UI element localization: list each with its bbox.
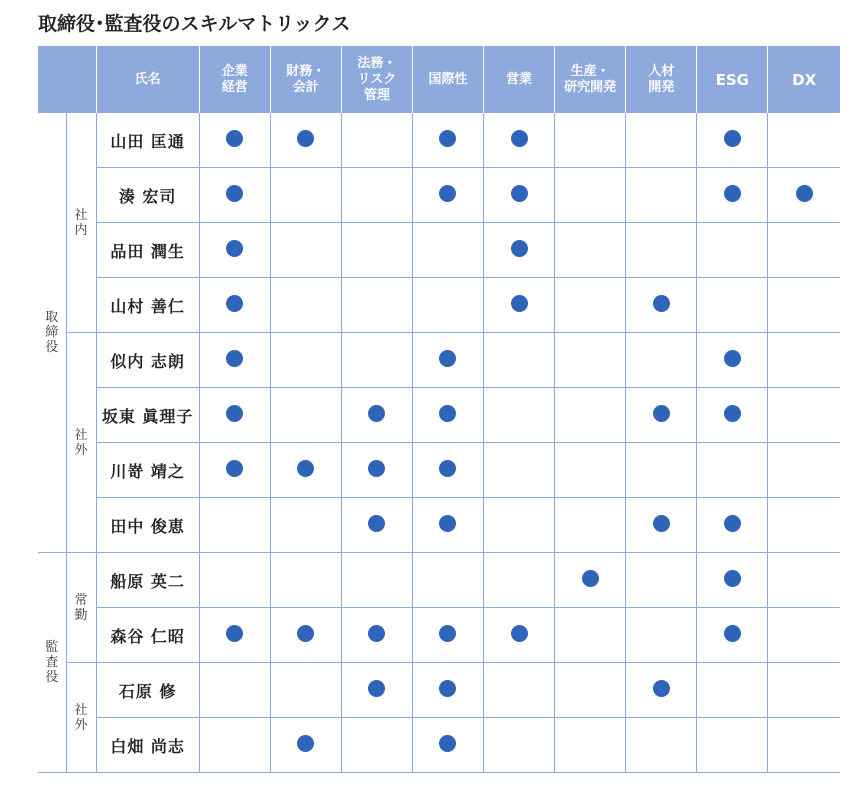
skill-cell (555, 663, 626, 718)
skill-cell (270, 663, 341, 718)
header-row (38, 46, 840, 113)
skill-cell (697, 278, 768, 333)
skill-dot-icon (368, 625, 385, 642)
skill-cell (697, 333, 768, 388)
skill-cell (199, 278, 270, 333)
header-skill: 営業 (484, 46, 555, 113)
skill-cell (341, 663, 412, 718)
skill-dot-icon (297, 130, 314, 147)
skill-dot-icon (439, 460, 456, 477)
skill-cell (412, 553, 483, 608)
header-name: 氏名 (96, 46, 199, 113)
skill-cell (412, 278, 483, 333)
skill-dot-icon (226, 460, 243, 477)
skill-cell (555, 278, 626, 333)
skill-cell (412, 168, 483, 223)
page-title: 取締役･監査役のスキルマトリックス (38, 13, 351, 35)
member-name: 田中 俊恵 (96, 498, 199, 553)
skill-dot-icon (511, 130, 528, 147)
header-skill: 国際性 (412, 46, 483, 113)
skill-cell (199, 553, 270, 608)
skill-cell (341, 113, 412, 168)
header-skill: 財務・ 会計 (270, 46, 341, 113)
skill-cell (555, 113, 626, 168)
skill-cell (412, 608, 483, 663)
skill-cell (626, 388, 697, 443)
skill-cell (199, 663, 270, 718)
skill-cell (412, 333, 483, 388)
group-label (38, 113, 66, 553)
subgroup-label-text: 社内 (74, 207, 88, 238)
skill-cell (768, 278, 840, 333)
subgroup-label (66, 333, 96, 553)
skill-cell (555, 553, 626, 608)
table-row (38, 168, 840, 223)
skill-cell (484, 278, 555, 333)
skill-cell (768, 663, 840, 718)
skill-cell (199, 223, 270, 278)
skill-cell (555, 223, 626, 278)
skill-cell (484, 663, 555, 718)
skill-dot-icon (724, 350, 741, 367)
skill-cell (768, 718, 840, 773)
skill-cell (484, 223, 555, 278)
skill-cell (270, 608, 341, 663)
table-row (38, 443, 840, 498)
member-name: 森谷 仁昭 (96, 608, 199, 663)
header-skill: 人材 開発 (626, 46, 697, 113)
table-row (38, 113, 840, 168)
skill-dot-icon (724, 405, 741, 422)
matrix-body (38, 113, 840, 773)
skill-dot-icon (226, 130, 243, 147)
skill-cell (768, 608, 840, 663)
skill-cell (768, 168, 840, 223)
skill-cell (555, 443, 626, 498)
table-row (38, 498, 840, 553)
skill-dot-icon (511, 295, 528, 312)
skill-cell (199, 718, 270, 773)
skill-dot-icon (226, 240, 243, 257)
skill-dot-icon (724, 625, 741, 642)
skill-matrix-table (38, 46, 840, 773)
skill-dot-icon (653, 405, 670, 422)
subgroup-label (66, 113, 96, 333)
skill-cell (341, 498, 412, 553)
skill-dot-icon (297, 460, 314, 477)
skill-dot-icon (439, 735, 456, 752)
skill-cell (768, 443, 840, 498)
skill-cell (341, 278, 412, 333)
skill-cell (484, 388, 555, 443)
skill-dot-icon (439, 350, 456, 367)
skill-dot-icon (653, 515, 670, 532)
skill-cell (697, 663, 768, 718)
skill-dot-icon (511, 240, 528, 257)
skill-cell (270, 388, 341, 443)
skill-cell (341, 608, 412, 663)
member-name: 山村 善仁 (96, 278, 199, 333)
subgroup-label-text: 常勤 (74, 592, 88, 623)
skill-cell (626, 113, 697, 168)
skill-cell (697, 718, 768, 773)
skill-cell (484, 113, 555, 168)
skill-cell (199, 608, 270, 663)
skill-cell (697, 113, 768, 168)
header-skill: 生産・ 研究開発 (555, 46, 626, 113)
skill-dot-icon (226, 185, 243, 202)
skill-cell (270, 223, 341, 278)
skill-cell (697, 608, 768, 663)
skill-cell (626, 663, 697, 718)
skill-dot-icon (653, 295, 670, 312)
skill-cell (626, 608, 697, 663)
member-name: 川嵜 靖之 (96, 443, 199, 498)
skill-cell (697, 223, 768, 278)
skill-cell (270, 718, 341, 773)
member-name: 坂東 眞理子 (96, 388, 199, 443)
member-name: 山田 匡通 (96, 113, 199, 168)
skill-cell (484, 443, 555, 498)
skill-cell (768, 113, 840, 168)
skill-dot-icon (796, 185, 813, 202)
header-skill: DX (768, 46, 840, 113)
skill-dot-icon (582, 570, 599, 587)
skill-cell (270, 278, 341, 333)
skill-cell (484, 553, 555, 608)
skill-cell (555, 608, 626, 663)
skill-dot-icon (297, 735, 314, 752)
skill-dot-icon (439, 680, 456, 697)
group-label-text: 取締役 (45, 310, 59, 355)
skill-cell (626, 333, 697, 388)
skill-cell (697, 168, 768, 223)
header-skill: ESG (697, 46, 768, 113)
subgroup-label-text: 社外 (74, 427, 88, 458)
skill-cell (626, 278, 697, 333)
skill-cell (270, 333, 341, 388)
skill-cell (555, 168, 626, 223)
skill-dot-icon (724, 185, 741, 202)
skill-cell (697, 498, 768, 553)
table-row (38, 223, 840, 278)
skill-cell (555, 388, 626, 443)
header-skill: 法務・ リスク 管理 (341, 46, 412, 113)
skill-cell (697, 443, 768, 498)
skill-cell (555, 718, 626, 773)
skill-cell (270, 553, 341, 608)
skill-dot-icon (226, 350, 243, 367)
skill-dot-icon (368, 460, 385, 477)
skill-cell (768, 333, 840, 388)
skill-cell (341, 443, 412, 498)
skill-cell (412, 498, 483, 553)
skill-dot-icon (511, 625, 528, 642)
skill-cell (341, 718, 412, 773)
member-name: 湊 宏司 (96, 168, 199, 223)
skill-cell (412, 223, 483, 278)
skill-cell (199, 443, 270, 498)
table-row (38, 278, 840, 333)
skill-cell (270, 498, 341, 553)
subgroup-label (66, 663, 96, 773)
skill-dot-icon (724, 570, 741, 587)
skill-cell (768, 223, 840, 278)
skill-cell (768, 498, 840, 553)
skill-dot-icon (653, 680, 670, 697)
skill-cell (199, 168, 270, 223)
table-row (38, 663, 840, 718)
skill-cell (768, 388, 840, 443)
skill-dot-icon (297, 625, 314, 642)
skill-dot-icon (226, 625, 243, 642)
member-name: 品田 潤生 (96, 223, 199, 278)
skill-cell (412, 663, 483, 718)
skill-dot-icon (724, 130, 741, 147)
skill-dot-icon (511, 185, 528, 202)
skill-dot-icon (439, 515, 456, 532)
skill-cell (626, 718, 697, 773)
table-row (38, 553, 840, 608)
skill-cell (626, 498, 697, 553)
table-row (38, 333, 840, 388)
skill-cell (341, 333, 412, 388)
skill-cell (412, 388, 483, 443)
skill-cell (484, 498, 555, 553)
subgroup-label-text: 社外 (74, 702, 88, 733)
skill-cell (697, 553, 768, 608)
subgroup-label (66, 553, 96, 663)
skill-dot-icon (439, 185, 456, 202)
skill-cell (484, 608, 555, 663)
skill-cell (555, 333, 626, 388)
skill-cell (626, 443, 697, 498)
skill-cell (484, 333, 555, 388)
group-label (38, 553, 66, 773)
table-row (38, 718, 840, 773)
header-blank (38, 46, 96, 113)
skill-cell (626, 553, 697, 608)
member-name: 似内 志朗 (96, 333, 199, 388)
table-row (38, 388, 840, 443)
member-name: 白畑 尚志 (96, 718, 199, 773)
table-row (38, 608, 840, 663)
member-name: 船原 英二 (96, 553, 199, 608)
skill-cell (199, 498, 270, 553)
group-label-text: 監査役 (45, 640, 59, 685)
skill-dot-icon (368, 680, 385, 697)
skill-cell (626, 223, 697, 278)
skill-cell (412, 443, 483, 498)
skill-dot-icon (368, 405, 385, 422)
skill-dot-icon (439, 130, 456, 147)
skill-cell (555, 498, 626, 553)
header-skill: 企業 経営 (199, 46, 270, 113)
skill-cell (270, 113, 341, 168)
skill-dot-icon (226, 405, 243, 422)
member-name: 石原 修 (96, 663, 199, 718)
skill-cell (270, 168, 341, 223)
skill-cell (270, 443, 341, 498)
skill-dot-icon (439, 625, 456, 642)
skill-cell (199, 333, 270, 388)
skill-dot-icon (368, 515, 385, 532)
skill-cell (199, 113, 270, 168)
skill-cell (484, 718, 555, 773)
skill-cell (341, 553, 412, 608)
skill-cell (341, 168, 412, 223)
skill-cell (768, 553, 840, 608)
skill-cell (412, 113, 483, 168)
skill-cell (484, 168, 555, 223)
skill-cell (341, 223, 412, 278)
skill-cell (697, 388, 768, 443)
skill-cell (412, 718, 483, 773)
skill-cell (199, 388, 270, 443)
skill-dot-icon (226, 295, 243, 312)
skill-matrix (38, 46, 840, 773)
skill-cell (341, 388, 412, 443)
skill-dot-icon (724, 515, 741, 532)
skill-cell (626, 168, 697, 223)
skill-dot-icon (439, 405, 456, 422)
